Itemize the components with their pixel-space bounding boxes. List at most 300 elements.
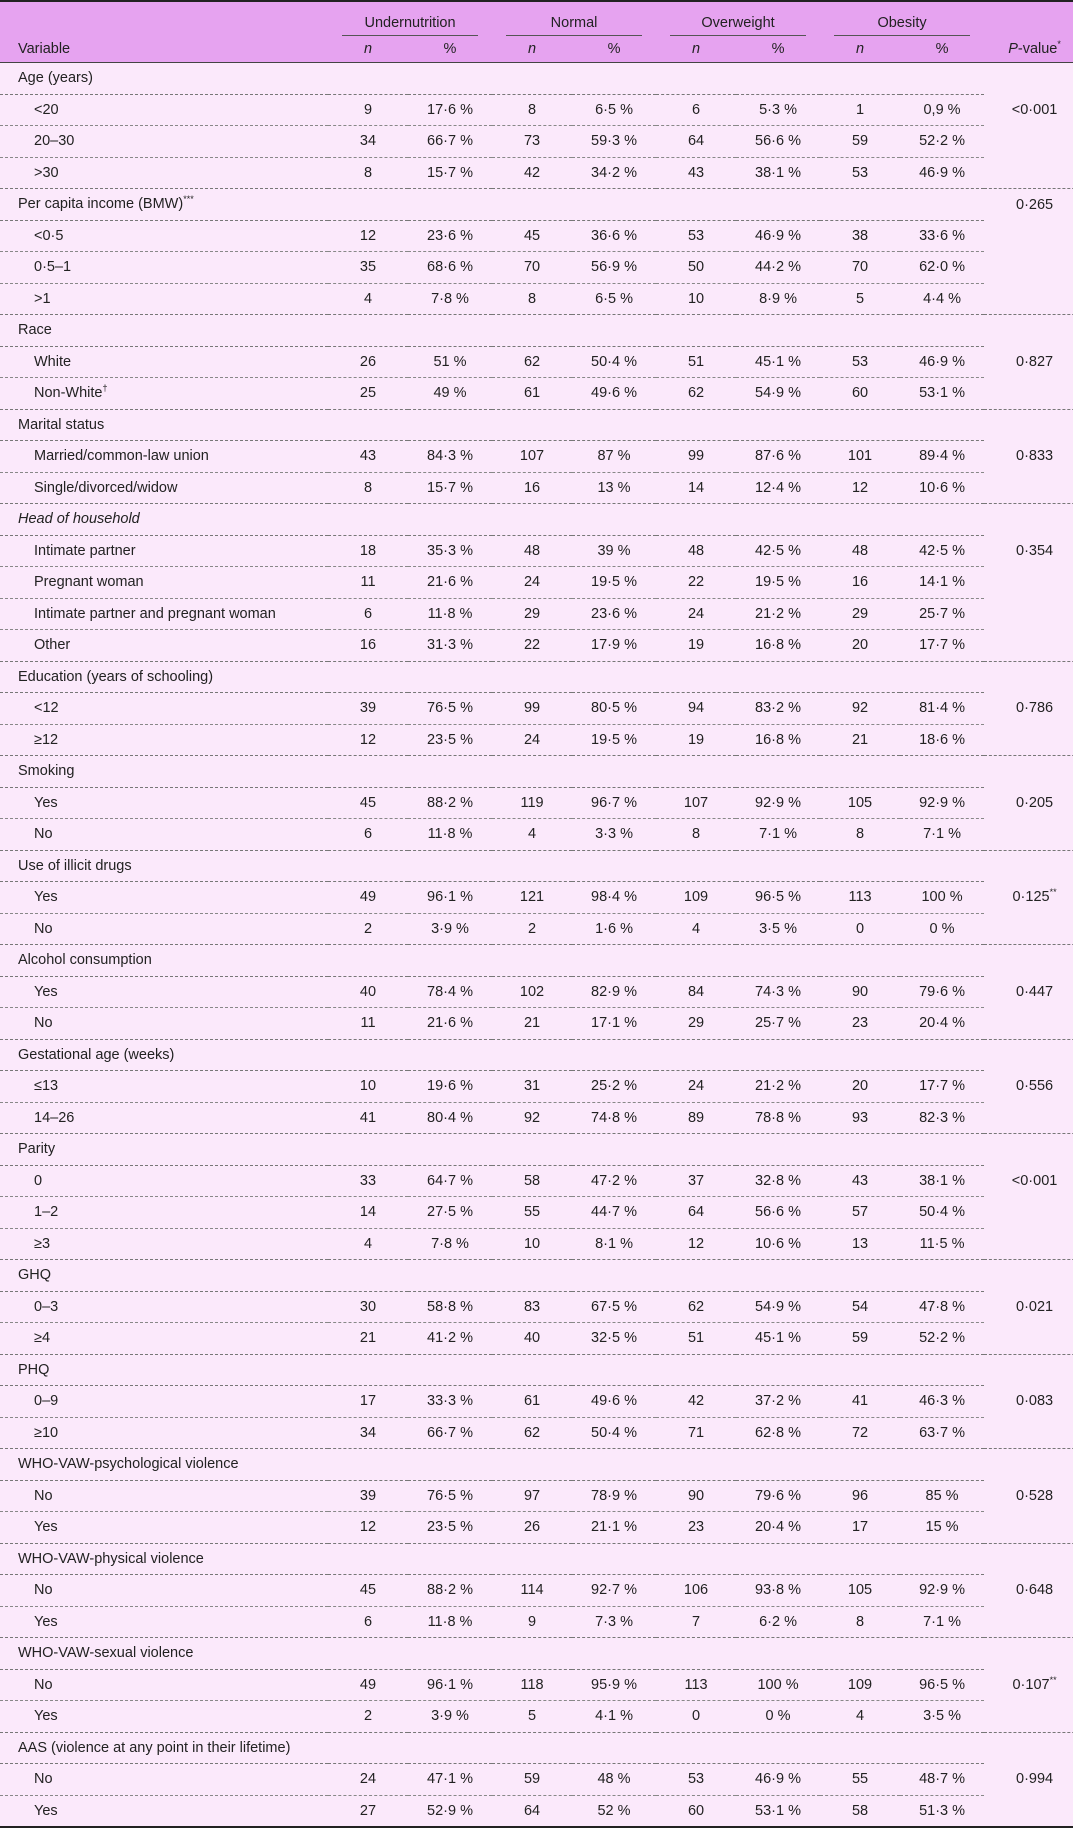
- section-row: [0, 315, 1073, 347]
- count-cell: 105: [847, 794, 873, 811]
- count-cell: 26: [492, 1512, 572, 1544]
- percent-cell: 25·2 %: [591, 1078, 637, 1095]
- section-title: GHQ: [0, 1260, 984, 1292]
- percent-cell: 21·1 %: [572, 1512, 656, 1544]
- count-cell: 89: [656, 1102, 736, 1134]
- count-cell: 29: [820, 598, 900, 630]
- row-label: ≥12: [0, 724, 328, 756]
- section-pvalue: [984, 1260, 1073, 1292]
- section-row: [0, 1449, 1073, 1481]
- pvalue-cell: 0·354: [1016, 542, 1054, 559]
- section-row: [0, 945, 1073, 977]
- percent-cell: 23·6 %: [427, 227, 473, 244]
- group-normal: Normal: [492, 1, 656, 36]
- n-header: n: [656, 36, 736, 63]
- count-cell: 53: [820, 157, 900, 189]
- section-pvalue: [984, 1449, 1073, 1481]
- percent-cell: 63·7 %: [900, 1417, 984, 1449]
- percent-cell: 0 %: [900, 913, 984, 945]
- percent-cell: 11·8 %: [408, 819, 492, 851]
- row-label: 0·5–1: [0, 252, 328, 284]
- pvalue-cell: [984, 567, 1073, 599]
- count-cell: 53: [687, 1771, 705, 1788]
- section-pvalue: [984, 315, 1073, 347]
- percent-cell: 59·3 %: [572, 126, 656, 158]
- row-label: Pregnant woman: [0, 567, 328, 599]
- count-cell: 92: [851, 700, 869, 717]
- percent-cell: 68·6 %: [408, 252, 492, 284]
- count-cell: 2: [492, 913, 572, 945]
- percent-cell: 17·7 %: [900, 630, 984, 662]
- percent-cell: 92·9 %: [755, 794, 801, 811]
- percent-cell: 64·7 %: [427, 1172, 473, 1189]
- percent-cell: 100 %: [757, 1676, 799, 1693]
- pvalue-cell: [984, 283, 1073, 315]
- count-cell: 25: [328, 378, 408, 410]
- count-cell: 9: [492, 1606, 572, 1638]
- count-cell: 4: [328, 1228, 408, 1260]
- section-title: AAS (violence at any point in their lifetime): [0, 1732, 984, 1764]
- table-row: [0, 630, 1073, 662]
- percent-cell: 50·4 %: [591, 353, 637, 370]
- percent-cell: 45·1 %: [736, 1323, 820, 1355]
- percent-cell: 56·6 %: [736, 1197, 820, 1229]
- count-cell: 18: [359, 542, 377, 559]
- count-cell: 0: [656, 1701, 736, 1733]
- table-row: [0, 157, 1073, 189]
- percent-cell: 78·9 %: [591, 1487, 637, 1504]
- percent-cell: 20·4 %: [736, 1512, 820, 1544]
- pvalue-cell: <0·001: [1011, 1172, 1058, 1189]
- count-cell: 101: [847, 448, 873, 465]
- pvalue-cell: 0·021: [1016, 1298, 1054, 1315]
- section-title: Gestational age (weeks): [0, 1039, 984, 1071]
- pvalue-cell: [984, 1102, 1073, 1134]
- section-row: [0, 1543, 1073, 1575]
- count-cell: 70: [820, 252, 900, 284]
- row-label: 20–30: [0, 126, 328, 158]
- count-cell: 13: [820, 1228, 900, 1260]
- count-cell: 119: [520, 794, 544, 811]
- percent-cell: 74·3 %: [755, 983, 801, 1000]
- percent-cell: 37·2 %: [755, 1393, 801, 1410]
- section-row: [0, 189, 1073, 221]
- percent-cell: 78·8 %: [736, 1102, 820, 1134]
- pvalue-cell: 0·083: [1016, 1393, 1054, 1410]
- table-row: [0, 976, 1073, 1008]
- count-cell: 90: [687, 1487, 705, 1504]
- percent-cell: 33·3 %: [427, 1393, 473, 1410]
- table-row: [0, 283, 1073, 315]
- percent-cell: 66·7 %: [408, 126, 492, 158]
- percent-cell: 7·1 %: [736, 819, 820, 851]
- percent-cell: 66·7 %: [408, 1417, 492, 1449]
- percent-cell: 14·1 %: [900, 567, 984, 599]
- pvalue-cell: [984, 157, 1073, 189]
- count-cell: 113: [848, 889, 872, 906]
- count-cell: 2: [328, 913, 408, 945]
- count-cell: 40: [359, 983, 377, 1000]
- count-cell: 4: [328, 283, 408, 315]
- group-obesity: Obesity: [820, 1, 984, 36]
- count-cell: 45: [359, 794, 377, 811]
- pvalue-cell: 0·447: [1016, 983, 1054, 1000]
- count-cell: 24: [359, 1771, 377, 1788]
- count-cell: 59: [820, 1323, 900, 1355]
- percent-cell: 96·1 %: [427, 1676, 473, 1693]
- count-cell: 61: [523, 1393, 541, 1410]
- count-cell: 97: [523, 1487, 541, 1504]
- percent-cell: 84·3 %: [427, 448, 473, 465]
- pvalue-cell: [984, 126, 1073, 158]
- section-pvalue: [984, 756, 1073, 788]
- percent-cell: 38·1 %: [736, 157, 820, 189]
- percent-cell: 87·6 %: [755, 448, 801, 465]
- count-cell: 8: [492, 283, 572, 315]
- percent-cell: 0 %: [736, 1701, 820, 1733]
- table-row: [0, 1102, 1073, 1134]
- pvalue-cell: [984, 1606, 1073, 1638]
- count-cell: 102: [519, 983, 545, 1000]
- count-cell: 16: [492, 472, 572, 504]
- percent-cell: 13 %: [572, 472, 656, 504]
- pvalue-cell: [984, 378, 1073, 410]
- count-cell: 58: [820, 1795, 900, 1827]
- count-cell: 106: [683, 1582, 709, 1599]
- percent-cell: 56·6 %: [736, 126, 820, 158]
- percent-cell: 4·1 %: [572, 1701, 656, 1733]
- percent-cell: 4·4 %: [900, 283, 984, 315]
- count-cell: 41: [851, 1393, 869, 1410]
- count-cell: 4: [492, 819, 572, 851]
- count-cell: 27: [328, 1795, 408, 1827]
- count-cell: 33: [359, 1172, 377, 1189]
- percent-cell: 19·5 %: [572, 567, 656, 599]
- row-label: Married/common-law union: [34, 448, 209, 465]
- pvalue-cell: [984, 1323, 1073, 1355]
- count-cell: 40: [492, 1323, 572, 1355]
- percent-cell: 87 %: [597, 448, 631, 465]
- percent-cell: 79·6 %: [919, 983, 966, 1000]
- section-row: [0, 1039, 1073, 1071]
- table-row: [0, 567, 1073, 599]
- count-cell: 16: [820, 567, 900, 599]
- count-cell: 72: [820, 1417, 900, 1449]
- row-label: Yes: [34, 983, 58, 1000]
- count-cell: 107: [683, 794, 709, 811]
- percent-cell: 11·8 %: [408, 1606, 492, 1638]
- section-pvalue: [984, 661, 1073, 693]
- count-cell: 8: [820, 819, 900, 851]
- section-title: WHO-VAW-psychological violence: [0, 1449, 984, 1481]
- pvalue-cell: [984, 1197, 1073, 1229]
- table-row: [0, 1071, 1073, 1103]
- percent-cell: 82·3 %: [900, 1102, 984, 1134]
- count-cell: 10: [492, 1228, 572, 1260]
- count-cell: 43: [851, 1172, 869, 1189]
- table-row: [0, 94, 1073, 126]
- count-cell: 10: [359, 1078, 377, 1095]
- table-row: [0, 724, 1073, 756]
- pct-header: %: [900, 36, 984, 63]
- table-row: [0, 1323, 1073, 1355]
- percent-cell: 20·4 %: [900, 1008, 984, 1040]
- pvalue-header: P-value*: [984, 36, 1073, 63]
- percent-cell: 10·6 %: [900, 472, 984, 504]
- count-cell: 17: [820, 1512, 900, 1544]
- section-title: Alcohol consumption: [0, 945, 984, 977]
- row-label: 1–2: [0, 1197, 328, 1229]
- count-cell: 109: [683, 889, 709, 906]
- percent-cell: 19·5 %: [572, 724, 656, 756]
- pvalue-cell: [984, 1701, 1073, 1733]
- pvalue-cell: <0·001: [1011, 101, 1058, 118]
- count-cell: 0: [820, 913, 900, 945]
- count-cell: 61: [492, 378, 572, 410]
- row-label: Yes: [0, 1795, 328, 1827]
- percent-cell: 8·1 %: [572, 1228, 656, 1260]
- percent-cell: 47·1 %: [427, 1771, 473, 1788]
- table-row: [0, 1512, 1073, 1544]
- pvalue-cell: 0·786: [1016, 700, 1054, 717]
- section-pvalue: [984, 504, 1073, 536]
- row-label: ≤13: [34, 1078, 59, 1095]
- count-cell: 90: [851, 983, 869, 1000]
- percent-cell: 5·3 %: [759, 101, 797, 118]
- percent-cell: 6·5 %: [572, 283, 656, 315]
- section-pvalue: [984, 409, 1073, 441]
- percent-cell: 98·4 %: [591, 889, 637, 906]
- percent-cell: 92·9 %: [919, 794, 966, 811]
- percent-cell: 46·9 %: [755, 227, 801, 244]
- count-cell: 6: [328, 819, 408, 851]
- section-pvalue: [984, 1543, 1073, 1575]
- count-cell: 50: [656, 252, 736, 284]
- pvalue-cell: 0·648: [1016, 1582, 1054, 1599]
- table-row: [0, 1795, 1073, 1827]
- count-cell: 48: [523, 542, 541, 559]
- section-title: Per capita income (BMW)***: [0, 189, 984, 221]
- count-cell: 93: [820, 1102, 900, 1134]
- percent-cell: 46·9 %: [900, 157, 984, 189]
- percent-cell: 96·1 %: [427, 889, 473, 906]
- count-cell: 48: [687, 542, 705, 559]
- percent-cell: 16·8 %: [736, 630, 820, 662]
- pvalue-cell: 0·205: [1016, 794, 1054, 811]
- count-cell: 21: [492, 1008, 572, 1040]
- percent-cell: 93·8 %: [755, 1582, 801, 1599]
- pvalue-cell: [984, 220, 1073, 252]
- table-row: [0, 819, 1073, 851]
- percent-cell: 46·9 %: [919, 353, 966, 370]
- variable-header: Variable: [0, 36, 328, 63]
- percent-cell: 96·7 %: [591, 794, 637, 811]
- count-cell: 49: [359, 1676, 377, 1693]
- row-label: >30: [0, 157, 328, 189]
- count-cell: 62: [523, 353, 541, 370]
- percent-cell: 76·5 %: [427, 700, 473, 717]
- percent-cell: 35·3 %: [427, 542, 473, 559]
- table-row: [0, 252, 1073, 284]
- table-row: [0, 1764, 1073, 1796]
- count-cell: 34: [328, 126, 408, 158]
- count-cell: 64: [656, 126, 736, 158]
- table-row: [0, 378, 1073, 410]
- percent-cell: 3·9 %: [408, 1701, 492, 1733]
- percent-cell: 49·6 %: [591, 1393, 637, 1410]
- table-row: [0, 346, 1073, 378]
- percent-cell: 17·7 %: [919, 1078, 966, 1095]
- table-row: [0, 1417, 1073, 1449]
- percent-cell: 56·9 %: [572, 252, 656, 284]
- n-header: n: [820, 36, 900, 63]
- count-cell: 12: [820, 472, 900, 504]
- row-label: No: [34, 1582, 53, 1599]
- percent-cell: 17·9 %: [572, 630, 656, 662]
- percent-cell: 52·9 %: [408, 1795, 492, 1827]
- percent-cell: 47·2 %: [591, 1172, 637, 1189]
- percent-cell: 78·4 %: [427, 983, 473, 1000]
- count-cell: 84: [687, 983, 705, 1000]
- section-pvalue: 0·265: [984, 189, 1073, 221]
- count-cell: 8: [328, 157, 408, 189]
- row-label: Intimate partner: [34, 542, 136, 559]
- section-pvalue: [984, 945, 1073, 977]
- section-row: [0, 756, 1073, 788]
- count-cell: 5: [492, 1701, 572, 1733]
- section-title: Marital status: [0, 409, 984, 441]
- table-row: [0, 1669, 1073, 1701]
- percent-cell: 52 %: [572, 1795, 656, 1827]
- count-cell: 37: [687, 1172, 705, 1189]
- percent-cell: 89·4 %: [919, 448, 966, 465]
- percent-cell: 7·8 %: [408, 1228, 492, 1260]
- section-title: Race: [0, 315, 984, 347]
- section-title: WHO-VAW-sexual violence: [0, 1638, 984, 1670]
- percent-cell: 6·5 %: [595, 101, 633, 118]
- count-cell: 20: [820, 630, 900, 662]
- row-label: Non-White†: [0, 378, 328, 410]
- count-cell: 9: [363, 101, 373, 118]
- percent-cell: 10·6 %: [736, 1228, 820, 1260]
- percent-cell: 21·2 %: [755, 1078, 801, 1095]
- count-cell: 60: [656, 1795, 736, 1827]
- group-overweight: Overweight: [656, 1, 820, 36]
- count-cell: 94: [687, 700, 705, 717]
- percent-cell: 17·1 %: [572, 1008, 656, 1040]
- row-label: Intimate partner and pregnant woman: [0, 598, 328, 630]
- table-row: [0, 1575, 1073, 1607]
- percent-cell: 50·4 %: [572, 1417, 656, 1449]
- count-cell: 105: [847, 1582, 873, 1599]
- percent-cell: 8·9 %: [736, 283, 820, 315]
- row-label: No: [34, 1676, 53, 1693]
- percent-cell: 44·2 %: [736, 252, 820, 284]
- percent-cell: 39 %: [597, 542, 631, 559]
- count-cell: 39: [359, 1487, 377, 1504]
- section-title: Age (years): [0, 63, 984, 95]
- count-cell: 121: [519, 889, 545, 906]
- count-cell: 8: [656, 819, 736, 851]
- percent-cell: 0,9 %: [923, 101, 961, 118]
- pct-header: %: [736, 36, 820, 63]
- count-cell: 62: [656, 378, 736, 410]
- table-row: [0, 126, 1073, 158]
- section-pvalue: [984, 1039, 1073, 1071]
- table-row: [0, 913, 1073, 945]
- section-title: Head of household: [0, 504, 984, 536]
- percent-cell: 31·3 %: [408, 630, 492, 662]
- table-row: [0, 1606, 1073, 1638]
- table-header: [0, 1, 1073, 63]
- section-pvalue: [984, 1638, 1073, 1670]
- percent-cell: 21·6 %: [408, 567, 492, 599]
- section-row: [0, 1260, 1073, 1292]
- section-pvalue: [984, 1354, 1073, 1386]
- table-row: [0, 1008, 1073, 1040]
- percent-cell: 50·4 %: [900, 1197, 984, 1229]
- section-row: [0, 63, 1073, 95]
- count-cell: 11: [328, 567, 408, 599]
- count-cell: 24: [492, 567, 572, 599]
- percent-cell: 58·8 %: [427, 1298, 473, 1315]
- count-cell: 29: [492, 598, 572, 630]
- pvalue-cell: [984, 472, 1073, 504]
- section-pvalue: [984, 850, 1073, 882]
- count-cell: 38: [851, 227, 869, 244]
- count-cell: 20: [851, 1078, 869, 1095]
- count-cell: 23: [820, 1008, 900, 1040]
- section-row: [0, 850, 1073, 882]
- section-pvalue: [984, 1134, 1073, 1166]
- row-label: No: [0, 1008, 328, 1040]
- table-row: [0, 220, 1073, 252]
- percent-cell: 23·5 %: [408, 724, 492, 756]
- percent-cell: 25·7 %: [736, 1008, 820, 1040]
- section-title: Education (years of schooling): [0, 661, 984, 693]
- percent-cell: 1·6 %: [572, 913, 656, 945]
- row-label: Other: [0, 630, 328, 662]
- percent-cell: 33·6 %: [919, 227, 966, 244]
- count-cell: 5: [820, 283, 900, 315]
- percent-cell: 36·6 %: [591, 227, 637, 244]
- percent-cell: 79·6 %: [755, 1487, 801, 1504]
- percent-cell: 7·1 %: [900, 819, 984, 851]
- count-cell: 41: [328, 1102, 408, 1134]
- count-cell: 8: [527, 101, 537, 118]
- percent-cell: 51·3 %: [900, 1795, 984, 1827]
- pvalue-cell: 0·107**: [1012, 1674, 1057, 1693]
- count-cell: 59: [820, 126, 900, 158]
- percent-cell: 46·9 %: [755, 1771, 801, 1788]
- count-cell: 6: [691, 101, 701, 118]
- n-header: n: [492, 36, 572, 63]
- count-cell: 55: [492, 1197, 572, 1229]
- row-label: Yes: [0, 1512, 328, 1544]
- count-cell: 7: [656, 1606, 736, 1638]
- count-cell: 24: [656, 598, 736, 630]
- section-pvalue: [984, 63, 1073, 95]
- table-row: [0, 787, 1073, 819]
- n-header: n: [328, 36, 408, 63]
- count-cell: 4: [820, 1701, 900, 1733]
- percent-cell: 67·5 %: [591, 1298, 637, 1315]
- percent-cell: 88·2 %: [427, 794, 473, 811]
- count-cell: 1: [855, 101, 865, 118]
- count-cell: 114: [520, 1582, 544, 1599]
- pvalue-cell: 0·528: [1016, 1487, 1054, 1504]
- pct-header: %: [572, 36, 656, 63]
